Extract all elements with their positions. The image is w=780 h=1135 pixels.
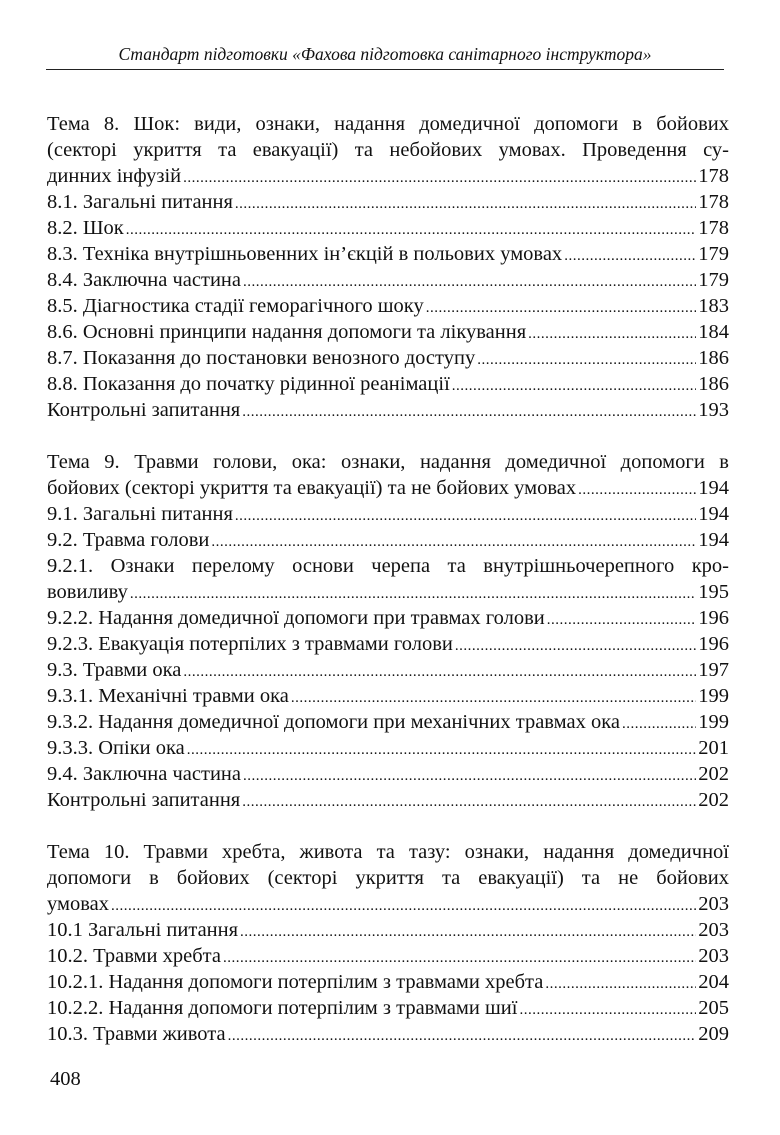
toc-entry-page: 183 bbox=[698, 295, 729, 317]
toc-entry-title: 8.8. Показання до початку рідинної реанімації bbox=[47, 373, 450, 395]
toc-entry-title: 8.7. Показання до постановки венозного доступу bbox=[47, 347, 476, 369]
toc-entry-page: 178 bbox=[698, 217, 729, 239]
dot-leader bbox=[519, 995, 696, 1023]
toc-entry-title: 8.6. Основні принципи надання допомоги та лікування bbox=[47, 321, 527, 343]
toc-entry-title: 10.2. Травми хребта bbox=[47, 945, 221, 967]
toc-entry[interactable] bbox=[47, 631, 729, 657]
toc-entry-page: 203 bbox=[698, 945, 729, 967]
dot-leader bbox=[455, 631, 696, 659]
dot-leader bbox=[130, 579, 696, 607]
dot-leader bbox=[547, 605, 696, 633]
dot-leader bbox=[564, 241, 696, 269]
toc-section-topic-10 bbox=[47, 839, 729, 1047]
toc-entry[interactable] bbox=[47, 657, 729, 683]
toc-entry-page: 178 bbox=[698, 191, 729, 213]
toc-entry[interactable] bbox=[47, 605, 729, 631]
dot-leader bbox=[578, 475, 696, 503]
toc-entry-title: 9.2.2. Надання домедичної допомоги при травмах голови bbox=[47, 607, 545, 629]
toc-entry[interactable] bbox=[47, 163, 729, 189]
section-spacer bbox=[47, 423, 729, 449]
toc-entry-title: 9.3. Травми ока bbox=[47, 659, 182, 681]
toc-entry-title: динних інфузій bbox=[47, 165, 182, 187]
toc-entry[interactable] bbox=[47, 293, 729, 319]
toc-entry-page: 186 bbox=[698, 373, 729, 395]
dot-leader bbox=[528, 319, 696, 347]
toc-entry-title: 9.2. Травма голови bbox=[47, 529, 210, 551]
dot-leader bbox=[183, 657, 696, 685]
header-rule bbox=[46, 69, 724, 70]
toc-entry-page: 209 bbox=[698, 1023, 729, 1045]
toc-entry-page: 205 bbox=[698, 997, 729, 1019]
dot-leader bbox=[545, 969, 696, 997]
toc-entry-title: 8.5. Діагностика стадії геморагічного шоку bbox=[47, 295, 424, 317]
toc-entry[interactable] bbox=[47, 943, 729, 969]
toc-entry-title: 10.1 Загальні питання bbox=[47, 919, 239, 941]
toc-entry[interactable] bbox=[47, 735, 729, 761]
toc-entry-page: 186 bbox=[698, 347, 729, 369]
toc-section-topic-8 bbox=[47, 111, 729, 423]
toc-entry[interactable] bbox=[47, 969, 729, 995]
topic-heading-line: Тема 9. Травми голови, ока: ознаки, надання домедичної допомоги в bbox=[47, 451, 729, 473]
toc-entry-page: 203 bbox=[698, 893, 729, 915]
toc-entry[interactable] bbox=[47, 267, 729, 293]
toc-entry-title: 9.3.3. Опіки ока bbox=[47, 737, 185, 759]
table-of-contents bbox=[47, 111, 729, 1047]
dot-leader bbox=[183, 163, 696, 191]
dot-leader bbox=[452, 371, 696, 399]
toc-entry[interactable] bbox=[47, 189, 729, 215]
toc-entry-page: 202 bbox=[698, 789, 729, 811]
toc-entry-title: бойових (секторі укриття та евакуації) та не бойових умовах bbox=[47, 477, 577, 499]
toc-entry-page: 178 bbox=[698, 165, 729, 187]
toc-entry-page: 196 bbox=[698, 607, 729, 629]
toc-entry[interactable] bbox=[47, 891, 729, 917]
toc-entry[interactable] bbox=[47, 345, 729, 371]
toc-entry-page: 199 bbox=[698, 711, 729, 733]
toc-section-topic-9 bbox=[47, 449, 729, 813]
toc-entry[interactable] bbox=[47, 527, 729, 553]
toc-entry-title: 10.2.1. Надання допомоги потерпілим з травмами хребта bbox=[47, 971, 544, 993]
toc-entry[interactable] bbox=[47, 1021, 729, 1047]
section-spacer bbox=[47, 813, 729, 839]
toc-entry-title: 8.3. Техніка внутрішньовенних ін’єкцій в польових умовах bbox=[47, 243, 563, 265]
dot-leader bbox=[622, 709, 696, 737]
topic-heading-line: допомоги в бойових (секторі укриття та евакуації) та не бойових bbox=[47, 867, 729, 889]
toc-entry[interactable] bbox=[47, 241, 729, 267]
page-number: 408 bbox=[50, 1068, 81, 1090]
toc-entry-title: 9.4. Заключна частина bbox=[47, 763, 241, 785]
toc-entry-title: умовах bbox=[47, 893, 109, 915]
toc-entry[interactable] bbox=[47, 215, 729, 241]
topic-heading-line: Тема 8. Шок: види, ознаки, надання домедичної допомоги в бойових bbox=[47, 113, 729, 135]
toc-entry-page: 195 bbox=[698, 581, 729, 603]
dot-leader bbox=[243, 267, 696, 295]
toc-entry-page: 202 bbox=[698, 763, 729, 785]
dot-leader bbox=[240, 917, 696, 945]
toc-entry-page: 194 bbox=[698, 529, 729, 551]
dot-leader bbox=[126, 215, 696, 243]
toc-entry-title: 8.4. Заключна частина bbox=[47, 269, 241, 291]
running-header: Стандарт підготовки «Фахова підготовка санітарного інструктора» bbox=[118, 44, 652, 64]
dot-leader bbox=[111, 891, 696, 919]
toc-entry-page: 203 bbox=[698, 919, 729, 941]
toc-entry-page: 201 bbox=[698, 737, 729, 759]
toc-entry-page: 199 bbox=[698, 685, 729, 707]
toc-entry-page: 196 bbox=[698, 633, 729, 655]
toc-entry-page: 184 bbox=[698, 321, 729, 343]
toc-entry-page: 194 bbox=[698, 477, 729, 499]
toc-entry[interactable] bbox=[47, 475, 729, 501]
toc-entry[interactable] bbox=[47, 709, 729, 735]
dot-leader bbox=[187, 735, 696, 763]
topic-heading-line: (секторі укриття та евакуації) та небойових умовах. Проведення су- bbox=[47, 139, 729, 161]
dot-leader bbox=[426, 293, 697, 321]
dot-leader bbox=[243, 761, 696, 789]
toc-entry-title: 9.1. Загальні питання bbox=[47, 503, 233, 525]
toc-entry[interactable] bbox=[47, 683, 729, 709]
dot-leader bbox=[235, 189, 696, 217]
toc-entry-title: Контрольні запитання bbox=[47, 399, 241, 421]
toc-entry-title: 10.3. Травми живота bbox=[47, 1023, 226, 1045]
dot-leader bbox=[223, 943, 696, 971]
toc-entry-page: 194 bbox=[698, 503, 729, 525]
toc-entry[interactable] bbox=[47, 917, 729, 943]
toc-entry-title: 10.2.2. Надання допомоги потерпілим з травмами шиї bbox=[47, 997, 518, 1019]
toc-entry-title: 9.3.2. Надання домедичної допомоги при механічних травмах ока bbox=[47, 711, 620, 733]
dot-leader bbox=[228, 1021, 697, 1049]
toc-entry[interactable] bbox=[47, 579, 729, 605]
toc-entry-page: 193 bbox=[698, 399, 729, 421]
dot-leader bbox=[477, 345, 696, 373]
toc-entry[interactable] bbox=[47, 787, 729, 813]
toc-entry-page: 179 bbox=[698, 269, 729, 291]
dot-leader bbox=[242, 397, 696, 425]
dot-leader bbox=[235, 501, 696, 529]
toc-entry[interactable] bbox=[47, 319, 729, 345]
toc-entry-page: 204 bbox=[698, 971, 729, 993]
toc-entry-page: 179 bbox=[698, 243, 729, 265]
toc-entry[interactable] bbox=[47, 501, 729, 527]
toc-entry[interactable] bbox=[47, 371, 729, 397]
toc-entry-title: 8.1. Загальні питання bbox=[47, 191, 233, 213]
dot-leader bbox=[242, 787, 696, 815]
toc-entry-wrapped-line[interactable]: 9.2.1. Ознаки перелому основи черепа та внутрішньочерепного кро- bbox=[47, 555, 729, 577]
toc-entry[interactable] bbox=[47, 397, 729, 423]
toc-entry-title: 9.2.3. Евакуація потерпілих з травмами голови bbox=[47, 633, 453, 655]
topic-heading-line: Тема 10. Травми хребта, живота та тазу: ознаки, надання домедичної bbox=[47, 841, 729, 863]
dot-leader bbox=[291, 683, 696, 711]
dot-leader bbox=[211, 527, 696, 555]
toc-entry-title: вовиливу bbox=[47, 581, 128, 603]
toc-entry[interactable] bbox=[47, 995, 729, 1021]
toc-entry-title: Контрольні запитання bbox=[47, 789, 241, 811]
toc-entry[interactable] bbox=[47, 761, 729, 787]
toc-entry-title: 9.3.1. Механічні травми ока bbox=[47, 685, 289, 707]
toc-entry-page: 197 bbox=[698, 659, 729, 681]
toc-entry-title: 8.2. Шок bbox=[47, 217, 124, 239]
